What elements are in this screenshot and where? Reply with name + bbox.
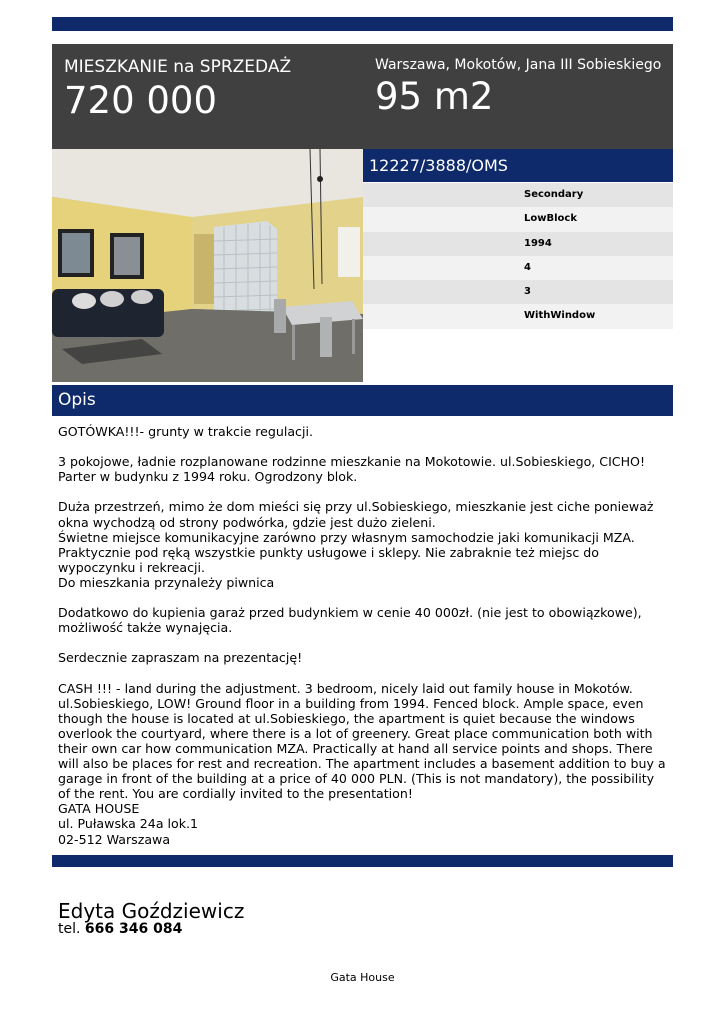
description-heading: Opis — [52, 385, 673, 416]
agent-name: Edyta Goździewicz — [58, 899, 245, 923]
agent-phone — [58, 921, 182, 938]
detail-year-built: 1994 — [363, 232, 673, 256]
listing-type: MIESZKANIE na SPRZEDAŻ — [64, 57, 292, 77]
listing-area: 95 m2 — [375, 75, 494, 118]
top-accent-bar — [52, 17, 673, 31]
detail-kitchen: WithWindow — [363, 304, 673, 328]
listing-header — [52, 44, 673, 149]
living-room-photo — [52, 149, 363, 382]
footer-company: Gata House — [330, 971, 395, 984]
detail-building-type: LowBlock — [363, 207, 673, 231]
phone-number: 666 346 084 — [84, 921, 183, 937]
detail-floor: 3 — [363, 280, 673, 304]
bottom-accent-bar — [52, 855, 673, 867]
listing-address: Warszawa, Mokotów, Jana III Sobieskiego — [375, 57, 662, 73]
header-left — [64, 57, 364, 123]
property-photo — [52, 149, 363, 382]
details-table — [363, 183, 673, 329]
header-right — [375, 56, 665, 119]
detail-rooms: 4 — [363, 256, 673, 280]
listing-price: 720 000 — [64, 79, 218, 122]
reference-number: 12227/3888/OMS — [363, 149, 673, 182]
description-text: GOTÓWKA!!!- grunty w trakcie regulacji. 3 pokojowe, ładnie rozplanowane rodzinne mieszkanie na Mokotowie. ul.Sobieskiego, CICHO! Parter w budynku z 1994 roku. Ogrodzony blok. Duża przestrzeń, mimo że dom mieści się przy ul.Sobieskiego, mieszkanie jest ciche ponieważ okna wychodzą od strony podwórka, gdzie jest dużo zieleni. Świetne miejsce komunikacyjne zarówno przy własnym samochodzie jaki komunikacji MZA. Praktycznie pod ręką wszystkie punkty usługowe i sklepy. Nie zabraknie też miejsc do wypoczynku i rekreacji. Do mieszkania przynależy piwnica Dodatkowo do kupienia garaż przed budynkiem w cenie 40 000zł. (nie jest to obowiązkowe), możliwość także wynajęcia. Serdecznie zapraszam na prezentację! CASH !!! - land during the adjustment. 3 bedroom, nicely laid out family house in Mokotów. ul.Sobieskiego, LOW! Ground floor in a building from 1994. Fenced block. Ample space, even though the house is located at ul.Sobieskiego, the apartment is quiet because the windows overlook the courtyard, where there is a lot of greenery. Great place communication both with their own car how communication MZA. Practically at hand all service points and shops. There will also be places for rest and recreation. The apartment includes a basement addition to buy a garage in front of the building at a price of 40 000 PLN. (This is not mandatory), the possibility of the rent. You are cordially invited to the presentation! GATA HOUSE ul. Puławska 24a lok.1 02-512 Warszawa — [58, 424, 666, 847]
phone-label: tel. — [58, 921, 81, 937]
detail-market: Secondary — [363, 183, 673, 207]
